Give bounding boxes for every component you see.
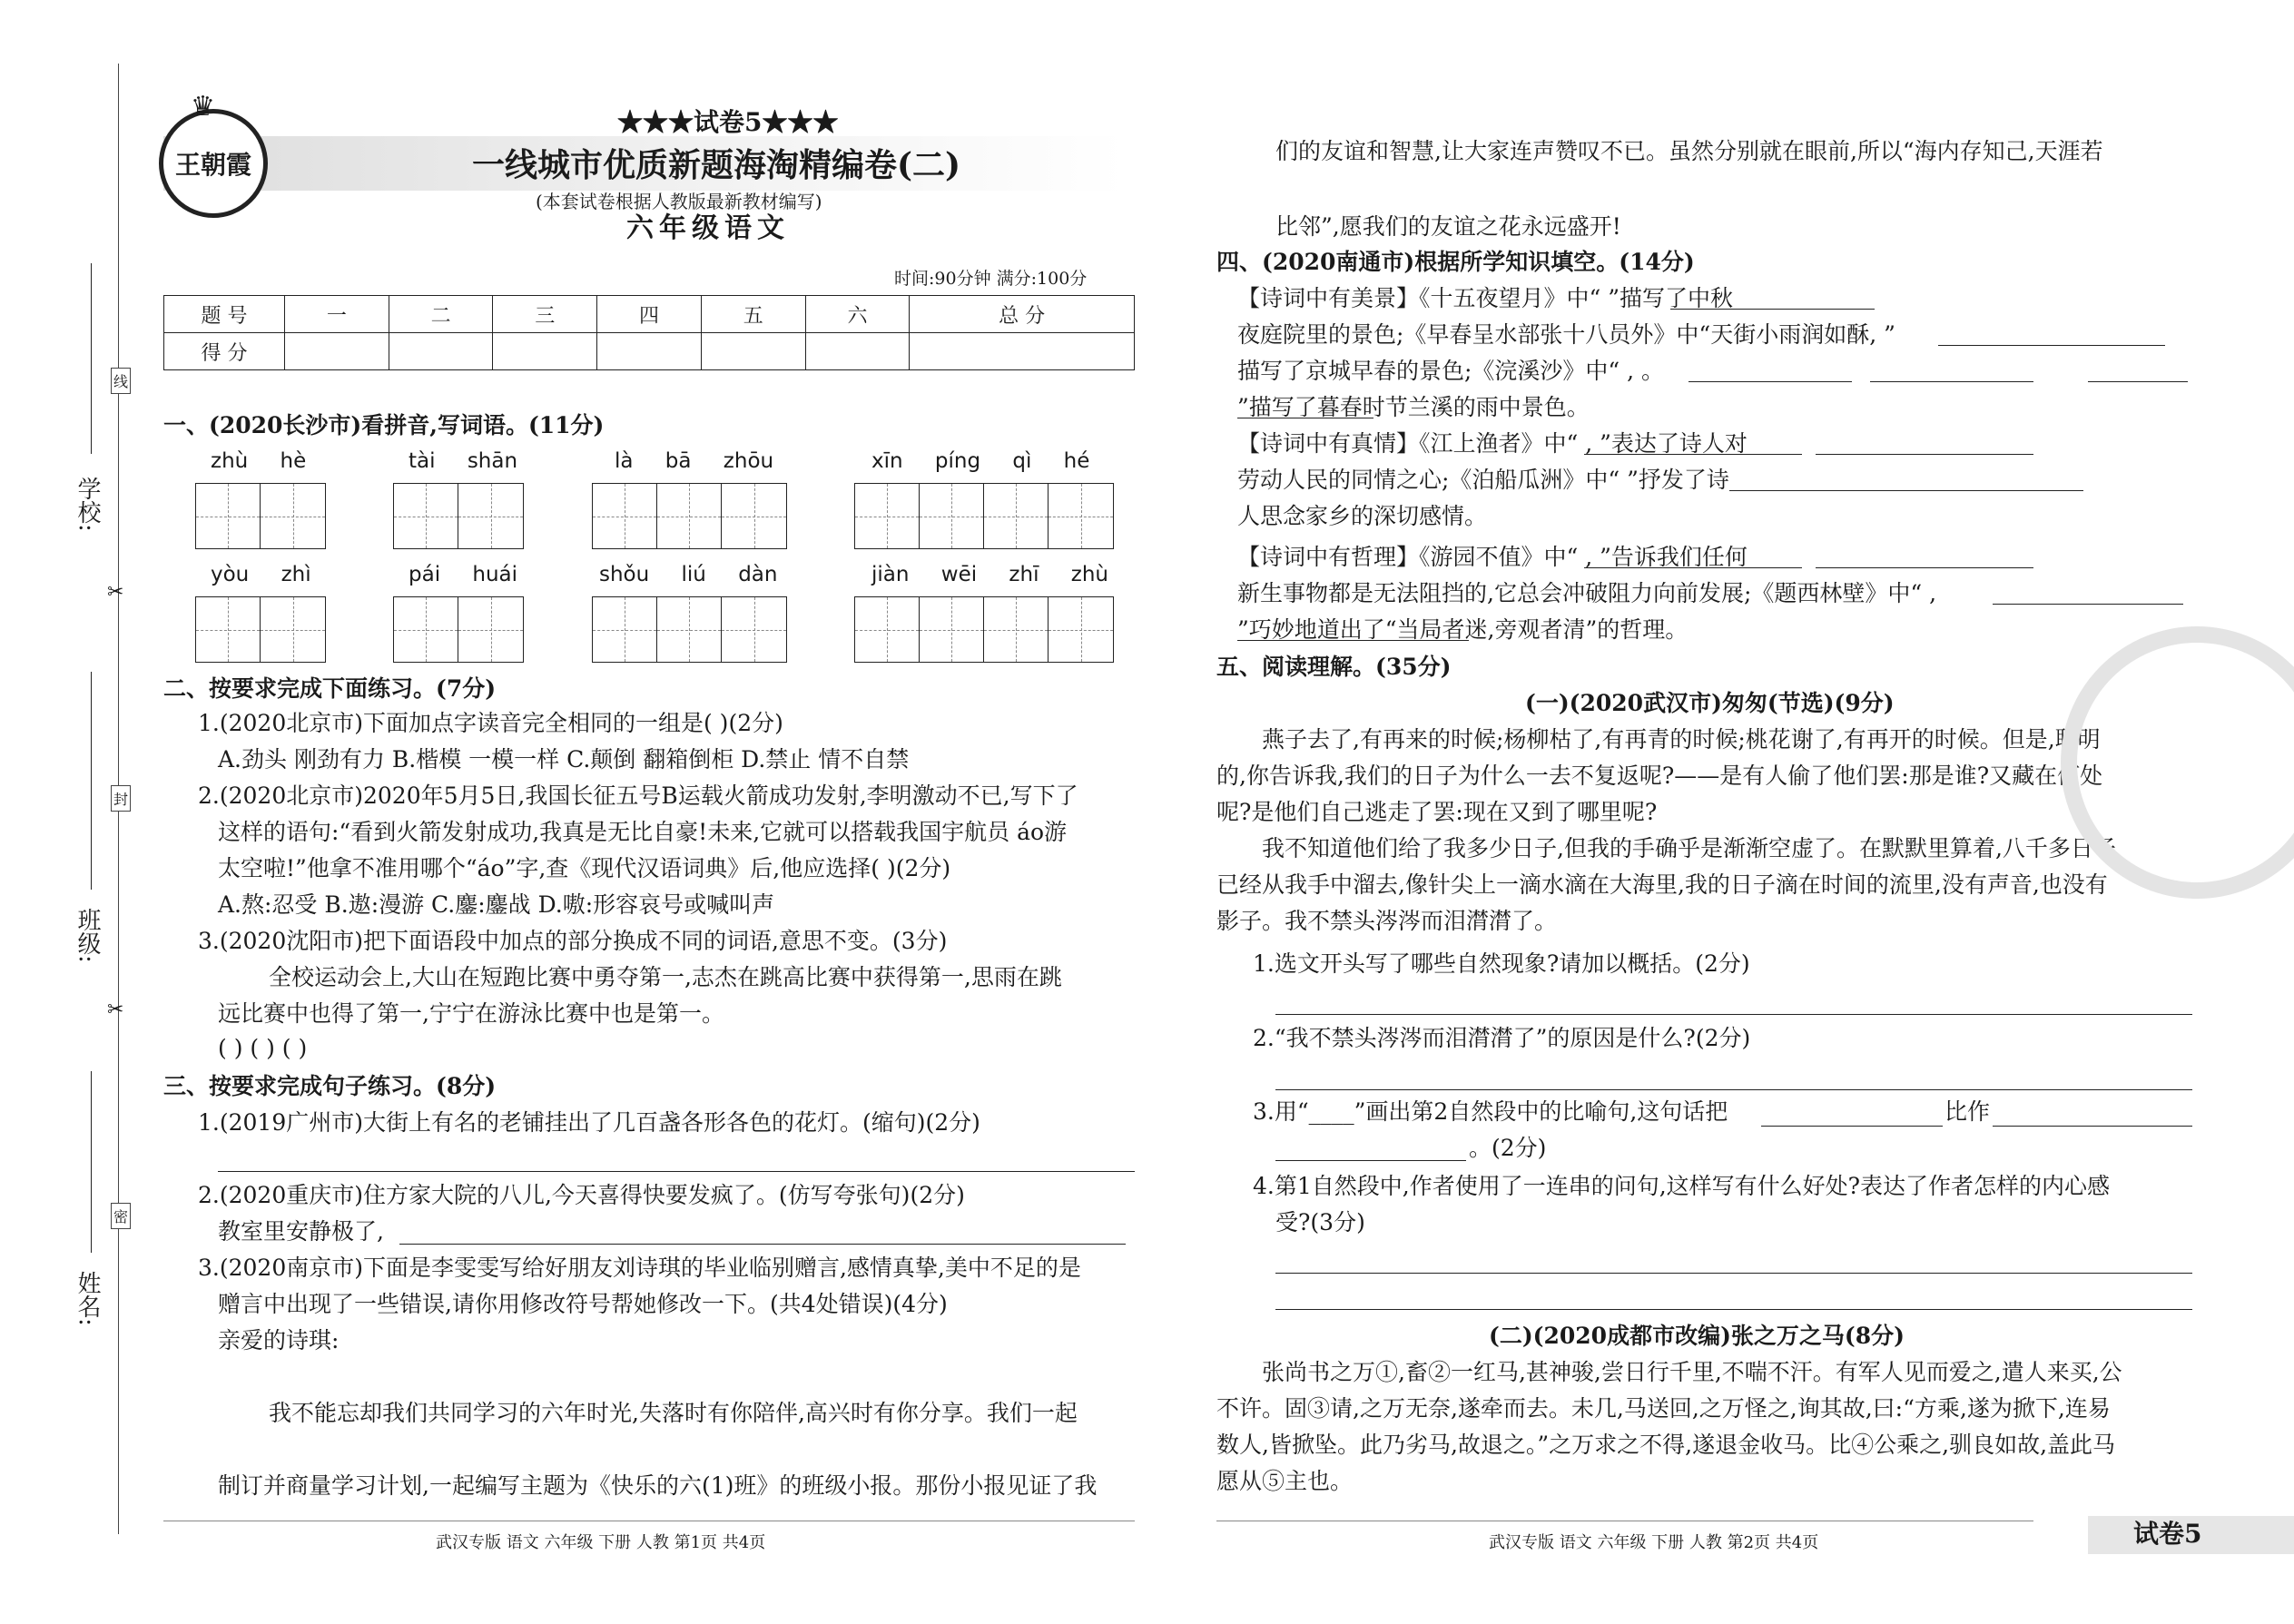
answer-line[interactable]	[1275, 1273, 2192, 1274]
r1-q2: 2.“我不禁头涔涔而泪潸潸了”的原因是什么?(2分)	[1253, 1025, 1751, 1051]
fill-blank[interactable]	[1938, 345, 2165, 346]
score-input[interactable]	[701, 333, 805, 370]
reading1-line: 已经从我手中溜去,像针尖上一滴水滴在大海里,我的日子滴在时间的流里,没有声音,也没有	[1216, 871, 2108, 898]
footer-left: 武汉专版 语文 六年级 下册 人教 第1页 共4页	[436, 1533, 766, 1552]
char-grid[interactable]	[393, 483, 524, 549]
s2-q2-line3: 太空啦!”他拿不准用哪个“áo”字,查《现代汉语词典》后,他应选择( )(2分)	[218, 855, 951, 881]
section4-title: 四、(2020南通市)根据所学知识填空。(14分)	[1216, 249, 1695, 275]
reading1-title: (一)(2020武汉市)匆匆(节选)(9分)	[1525, 690, 1895, 716]
pinyin: pái huái	[409, 563, 518, 586]
score-row-label: 得 分	[164, 333, 285, 370]
s2-q3-answer-blanks[interactable]: ( ) ( ) ( )	[218, 1035, 308, 1061]
scissors-icon: ✂	[107, 999, 124, 1021]
name-label: 姓名:	[74, 1271, 101, 1326]
crown-icon: ♛	[191, 91, 215, 123]
score-header-cell: 总 分	[910, 296, 1135, 333]
score-header-cell: 三	[493, 296, 597, 333]
score-input[interactable]	[493, 333, 597, 370]
fill-blank[interactable]	[1584, 454, 1802, 455]
s4-line: 【诗词中有哲理】《游园不值》中“ , ”告诉我们任何	[1237, 544, 1748, 570]
s4-line: 新生事物都是无法阻挡的,它总会冲破阻力向前发展;《题西林壁》中“ ,	[1237, 580, 1937, 606]
s4-line: 描写了京城早春的景色;《浣溪沙》中“ , 。	[1237, 358, 1665, 384]
s4-line: 劳动人民的同情之心;《泊船瓜洲》中“ ”抒发了诗	[1237, 467, 1729, 493]
section3-title: 三、按要求完成句子练习。(8分)	[163, 1073, 497, 1099]
fill-blank[interactable]	[1993, 1126, 2192, 1127]
seal-mark: 封	[111, 785, 131, 812]
s4-line: 人思念家乡的深切感情。	[1237, 503, 1488, 529]
s3-q3-line2: 赠言中出现了一些错误,请你用修改符号帮她修改一下。(共4处错误)(4分)	[218, 1291, 948, 1317]
s2-q1-options: A.劲头 刚劲有力 B.楷模 一模一样 C.颠倒 翻箱倒柜 D.禁止 情不自禁	[218, 746, 910, 773]
s4-line: ”描写了暮春时节兰溪的雨中景色。	[1237, 394, 1590, 420]
score-input[interactable]	[805, 333, 910, 370]
s2-q3: 3.(2020沈阳市)把下面语段中加点的部分换成不同的词语,意思不变。(3分)	[198, 928, 948, 954]
char-grid[interactable]	[592, 483, 787, 549]
answer-line[interactable]	[218, 1171, 1135, 1172]
section1-title: 一、(2020长沙市)看拼音,写词语。(11分)	[163, 412, 605, 438]
footer-right: 武汉专版 语文 六年级 下册 人教 第2页 共4页	[1489, 1533, 1819, 1552]
fill-blank[interactable]	[1761, 1126, 1943, 1127]
score-header-cell: 二	[389, 296, 493, 333]
class-label: 班级:	[74, 908, 101, 963]
exam-badge: ★★★试卷5★★★	[617, 107, 839, 137]
s2-q2-line1: 2.(2020北京市)2020年5月5日,我国长征五号B运载火箭成功发射,李明激动不已,写下了	[198, 782, 1078, 809]
score-header-cell: 题 号	[164, 296, 285, 333]
char-grid[interactable]	[195, 483, 326, 549]
pinyin: xīn píng qì hé	[871, 449, 1090, 473]
pinyin: tài shān	[409, 449, 518, 473]
pinyin: là bā zhōu	[615, 449, 774, 473]
answer-line[interactable]	[1275, 1089, 2192, 1090]
school-field	[91, 263, 92, 454]
letter-line: 制订并商量学习计划,一起编写主题为《快乐的六(1)班》的班级小报。那份小报见证了我	[218, 1472, 1098, 1499]
answer-line[interactable]	[1275, 1014, 2192, 1015]
fill-blank[interactable]	[1689, 381, 1852, 382]
logo-text: 王朝霞	[174, 150, 251, 180]
char-grid[interactable]	[854, 483, 1114, 549]
s4-line: 【诗词中有美景】《十五夜望月》中“ ”描写了中秋	[1237, 285, 1734, 311]
score-input[interactable]	[389, 333, 493, 370]
answer-line[interactable]	[1275, 1309, 2192, 1310]
reading2-title: (二)(2020成都市改编)张之万之马(8分)	[1489, 1323, 1905, 1349]
reading2-line: 数人,皆掀坠。此乃劣马,故退之。”之万求之不得,遂退金收马。比④公乘之,驯良如故,盖此马	[1216, 1432, 2116, 1458]
s2-q2-line2: 这样的语句:“看到火箭发射成功,我真是无比自豪!未来,它就可以搭载我国宇航员 áo游	[218, 819, 1068, 845]
school-label: 学校:	[74, 477, 101, 532]
score-header-cell: 五	[701, 296, 805, 333]
secret-mark: 密	[111, 1203, 131, 1229]
subject-title: 六年级语文	[626, 212, 790, 244]
s2-q3-passage-2: 远比赛中也得了第一,宁宁在游泳比赛中也是第一。	[218, 1000, 724, 1027]
reading1-line: 燕子去了,有再来的时候;杨柳枯了,有再青的时候;桃花谢了,有再开的时候。但是,聪明	[1262, 726, 2101, 753]
r1-q3-c: 。(2分)	[1469, 1135, 1547, 1161]
fill-blank[interactable]	[1729, 490, 2083, 491]
logo-badge	[159, 109, 268, 218]
char-grid[interactable]	[592, 596, 787, 663]
reading2-line: 愿从⑤主也。	[1216, 1468, 1354, 1494]
letter-line: 我不能忘却我们共同学习的六年时光,失落时有你陪伴,高兴时有你分享。我们一起	[269, 1400, 1078, 1426]
page-title: 一线城市优质新题海淘精编卷(二)	[472, 146, 961, 184]
fill-blank[interactable]	[1993, 604, 2183, 605]
line-mark: 线	[111, 368, 131, 394]
r1-q4-line2: 受?(3分)	[1275, 1209, 1365, 1235]
r1-q3-b: 比作	[1944, 1098, 1991, 1125]
score-header-cell: 一	[285, 296, 389, 333]
s3-q1: 1.(2019广州市)大街上有名的老铺挂出了几百盏各形各色的花灯。(缩句)(2分)	[198, 1109, 980, 1136]
name-field	[91, 1071, 92, 1253]
score-table-score-row	[164, 333, 1135, 370]
fill-blank[interactable]	[1816, 454, 2033, 455]
pinyin: shǒu liú dàn	[599, 563, 778, 586]
fill-blank[interactable]	[1870, 381, 2033, 382]
answer-line[interactable]	[399, 1244, 1126, 1245]
fill-blank[interactable]	[1584, 567, 1802, 568]
time-score: 时间:90分钟 满分:100分	[894, 269, 1088, 289]
letter-line: 比邻”,愿我们的友谊之花永远盛开!	[1275, 213, 1621, 240]
s4-line: 夜庭院里的景色;《早春呈水部张十八员外》中“天街小雨润如酥, ”	[1237, 321, 1895, 348]
reading2-line: 张尚书之万①,畜②一红马,甚神骏,尝日行千里,不喘不汗。有军人见而爱之,遣人来买,公	[1262, 1359, 2122, 1385]
reading1-line: 我不知道他们给了我多少日子,但我的手确乎是渐渐空虚了。在默默里算着,八千多日子	[1262, 835, 2116, 861]
scissors-icon: ✂	[107, 581, 124, 604]
reading2-line: 不许。固③请,之万无奈,遂牵而去。未几,马送回,之万怪之,询其故,曰:“方乘,遂为掀下,连易	[1216, 1395, 2111, 1422]
char-grid[interactable]	[195, 596, 326, 663]
reading1-line: 影子。我不禁头涔涔而泪潸潸了。	[1216, 908, 1558, 934]
r1-q4-line1: 4.第1自然段中,作者使用了一连串的问句,这样写有什么好处?表达了作者怎样的内心感	[1253, 1173, 2111, 1199]
score-header-cell: 四	[597, 296, 702, 333]
s3-q2-fill: 教室里安静极了,	[218, 1218, 384, 1245]
fill-blank[interactable]	[2088, 381, 2188, 382]
score-header-cell: 六	[805, 296, 910, 333]
section5-title: 五、阅读理解。(35分)	[1216, 654, 1452, 680]
char-grid[interactable]	[393, 596, 524, 663]
score-input[interactable]	[285, 333, 389, 370]
fill-blank[interactable]	[1275, 1160, 1466, 1161]
r1-q3-a: 3.用“____”画出第2自然段中的比喻句,这句话把	[1253, 1098, 1728, 1125]
pinyin: jiàn wēi zhī zhù	[871, 563, 1109, 586]
fill-blank[interactable]	[1816, 567, 2033, 568]
footer-badge: 试卷5	[2133, 1519, 2202, 1549]
subtitle: (本套试卷根据人教版最新教材编写)	[536, 191, 822, 212]
letter-line: 们的友谊和智慧,让大家连声赞叹不已。虽然分别就在眼前,所以“海内存知己,天涯若	[1275, 138, 2103, 164]
s2-q1: 1.(2020北京市)下面加点字读音完全相同的一组是( )(2分)	[198, 710, 783, 736]
score-input[interactable]	[910, 333, 1135, 370]
pinyin: zhù hè	[211, 449, 307, 473]
s2-q2-options: A.熬:忍受 B.遨:漫游 C.鏖:鏖战 D.嗷:形容哀号或喊叫声	[218, 891, 775, 918]
score-input[interactable]	[597, 333, 702, 370]
s2-q3-passage-1: 全校运动会上,大山在短跑比赛中勇夺第一,志杰在跳高比赛中获得第一,思雨在跳	[269, 964, 1062, 990]
score-table	[163, 295, 1135, 370]
char-grid[interactable]	[854, 596, 1114, 663]
score-table-header-row	[164, 296, 1135, 333]
s4-line: ”巧妙地道出了“当局者迷,旁观者清”的哲理。	[1237, 616, 1689, 643]
reading1-line: 呢?是他们自己逃走了罢:现在又到了哪里呢?	[1216, 799, 1658, 825]
class-field	[91, 672, 92, 890]
letter-greeting: 亲爱的诗琪:	[218, 1327, 340, 1353]
section2-title: 二、按要求完成下面练习。(7分)	[163, 675, 497, 702]
s3-q3-line1: 3.(2020南京市)下面是李雯雯写给好朋友刘诗琪的毕业临别赠言,感情真挚,美中不足的是	[198, 1255, 1081, 1281]
s4-line: 【诗词中有真情】《江上渔者》中“ , ”表达了诗人对	[1237, 430, 1748, 457]
pinyin: yòu zhì	[211, 563, 311, 586]
s3-q2: 2.(2020重庆市)住方家大院的八儿,今天喜得快要发疯了。(仿写夸张句)(2分)	[198, 1182, 965, 1208]
fill-blank[interactable]	[1237, 640, 1469, 641]
fill-blank[interactable]	[1670, 309, 1875, 310]
reading1-line: 的,你告诉我,我们的日子为什么一去不复返呢?——是有人偷了他们罢:那是谁?又藏在何处	[1216, 763, 2103, 789]
r1-q1: 1.选文开头写了哪些自然现象?请加以概括。(2分)	[1253, 950, 1750, 977]
